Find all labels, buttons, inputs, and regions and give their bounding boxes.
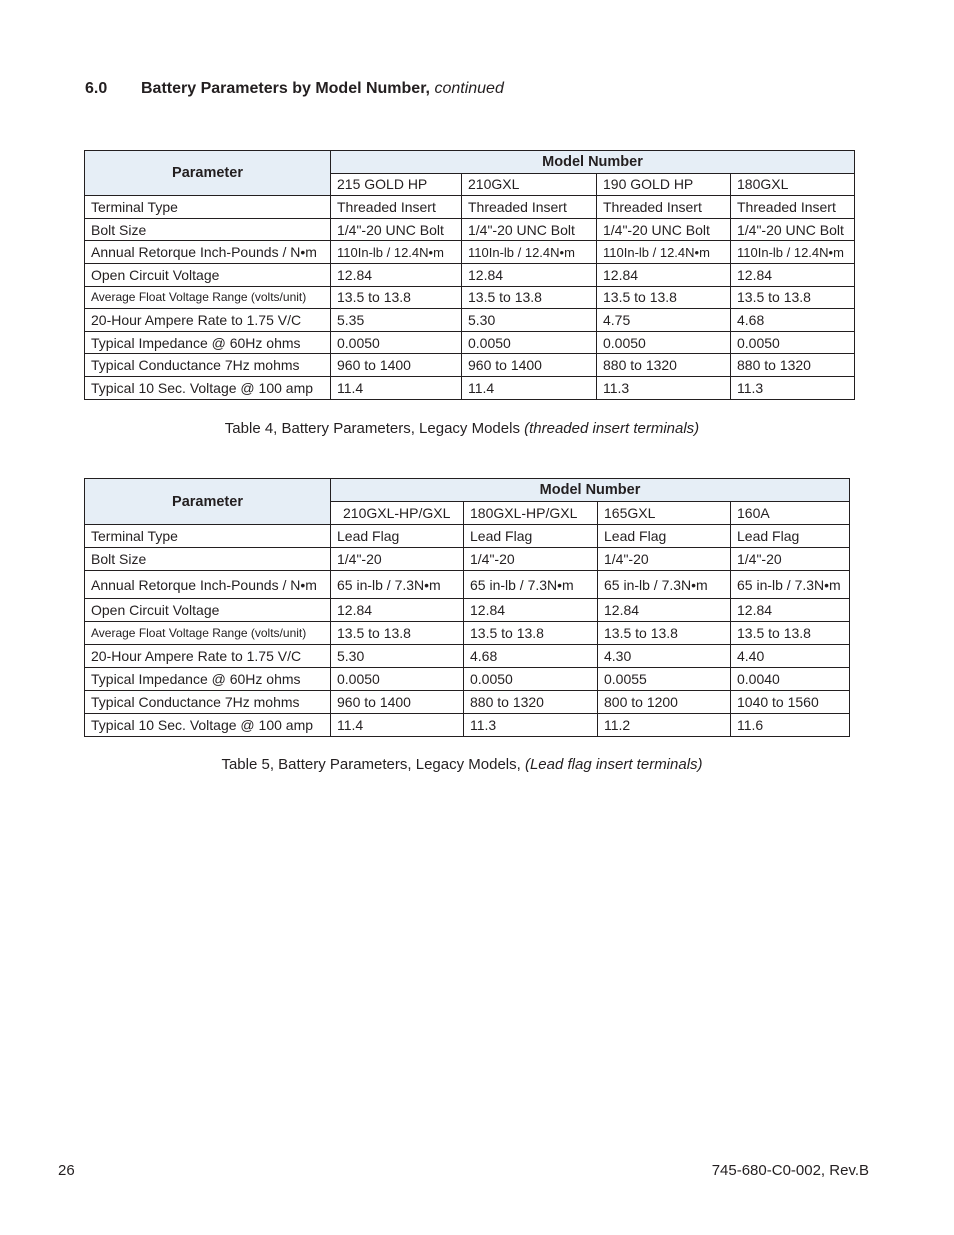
table-cell: 13.5 to 13.8 <box>597 286 731 309</box>
table-row <box>85 599 850 622</box>
table-cell: 4.75 <box>597 309 731 332</box>
row-label: Typical Impedance @ 60Hz ohms <box>85 331 331 354</box>
table-5-lead-flag <box>84 478 850 737</box>
table-cell: 0.0055 <box>598 668 731 691</box>
table-cell: 13.5 to 13.8 <box>598 622 731 645</box>
table-cell: 65 in-lb / 7.3N•m <box>331 571 464 599</box>
table-row <box>85 622 850 645</box>
table-cell: 12.84 <box>597 263 731 286</box>
caption-italic: (Lead flag insert terminals) <box>524 756 703 773</box>
table-cell: Threaded Insert <box>597 196 731 219</box>
table-cell: 0.0050 <box>731 331 855 354</box>
table-5-caption <box>0 756 939 773</box>
table-cell: 1/4"-20 <box>331 548 464 571</box>
table-cell: 65 in-lb / 7.3N•m <box>464 571 598 599</box>
document-id: 745-680-C0-002, Rev.B <box>711 1162 869 1179</box>
table-row <box>85 286 855 309</box>
section-title: Battery Parameters by Model Number, <box>141 80 430 97</box>
table-row <box>85 668 850 691</box>
row-label: Annual Retorque Inch-Pounds / N•m <box>85 241 331 264</box>
model-header: 160A <box>731 502 850 525</box>
table-row <box>85 525 850 548</box>
table-cell: 11.4 <box>331 714 464 737</box>
table-cell: 13.5 to 13.8 <box>331 286 462 309</box>
table-4-caption <box>0 420 939 437</box>
table-row <box>85 714 850 737</box>
table-cell: 1/4"-20 <box>598 548 731 571</box>
table-cell: Threaded Insert <box>731 196 855 219</box>
table-4-threaded-insert <box>84 150 855 400</box>
table-cell: 880 to 1320 <box>464 691 598 714</box>
row-label: Terminal Type <box>85 196 331 219</box>
table-row <box>85 548 850 571</box>
table-cell: 960 to 1400 <box>331 691 464 714</box>
table-cell: 12.84 <box>464 599 598 622</box>
table-cell: 12.84 <box>731 599 850 622</box>
table-cell: 1/4"-20 UNC Bolt <box>731 218 855 241</box>
table-cell: Lead Flag <box>331 525 464 548</box>
table-cell: 1040 to 1560 <box>731 691 850 714</box>
table-cell: Threaded Insert <box>462 196 597 219</box>
row-label: 20-Hour Ampere Rate to 1.75 V/C <box>85 645 331 668</box>
model-header: 215 GOLD HP <box>331 173 462 196</box>
row-label: Typical Impedance @ 60Hz ohms <box>85 668 331 691</box>
caption-text: Table 4, Battery Parameters, Legacy Models <box>224 420 525 437</box>
row-label: Open Circuit Voltage <box>85 599 331 622</box>
table-row <box>85 354 855 377</box>
table-row <box>85 218 855 241</box>
table-cell: 880 to 1320 <box>597 354 731 377</box>
table-cell: 0.0050 <box>331 331 462 354</box>
table-cell: 11.3 <box>464 714 598 737</box>
table-cell: 13.5 to 13.8 <box>731 622 850 645</box>
table-cell: 5.30 <box>462 309 597 332</box>
table-cell: 5.30 <box>331 645 464 668</box>
table-row <box>85 241 855 264</box>
table-cell: 5.35 <box>331 309 462 332</box>
row-label: Typical Conductance 7Hz mohms <box>85 691 331 714</box>
table-cell: 12.84 <box>731 263 855 286</box>
caption-text: Table 5, Battery Parameters, Legacy Models, <box>221 756 525 773</box>
table-cell: Threaded Insert <box>331 196 462 219</box>
table-row <box>85 376 855 399</box>
model-header: 210GXL <box>462 173 597 196</box>
table-cell: 110In-lb / 12.4N•m <box>462 241 597 264</box>
table-cell: 4.30 <box>598 645 731 668</box>
row-label: Open Circuit Voltage <box>85 263 331 286</box>
table-cell: 13.5 to 13.8 <box>731 286 855 309</box>
table-row <box>85 691 850 714</box>
table-row <box>85 309 855 332</box>
row-label: Bolt Size <box>85 548 331 571</box>
table-cell: 65 in-lb / 7.3N•m <box>598 571 731 599</box>
table-row <box>85 196 855 219</box>
table-cell: 12.84 <box>331 599 464 622</box>
table-cell: 13.5 to 13.8 <box>331 622 464 645</box>
row-label: Annual Retorque Inch-Pounds / N•m <box>85 571 331 599</box>
table-cell: 4.68 <box>464 645 598 668</box>
table-cell: 0.0050 <box>597 331 731 354</box>
table-cell: 11.2 <box>598 714 731 737</box>
table-cell: 0.0050 <box>462 331 597 354</box>
table-cell: 4.40 <box>731 645 850 668</box>
row-label: Average Float Voltage Range (volts/unit) <box>85 622 331 645</box>
table-cell: Lead Flag <box>598 525 731 548</box>
caption-italic: (threaded insert terminals) <box>524 420 700 437</box>
section-heading <box>85 80 504 98</box>
table-cell: 960 to 1400 <box>331 354 462 377</box>
table-cell: 11.3 <box>731 376 855 399</box>
row-label: Typical Conductance 7Hz mohms <box>85 354 331 377</box>
table-cell: 11.3 <box>597 376 731 399</box>
table-row <box>85 571 850 599</box>
row-label: Average Float Voltage Range (volts/unit) <box>85 286 331 309</box>
row-label: 20-Hour Ampere Rate to 1.75 V/C <box>85 309 331 332</box>
parameter-header: Parameter <box>85 151 331 196</box>
model-header: 180GXL-HP/GXL <box>464 502 598 525</box>
table-cell: 12.84 <box>598 599 731 622</box>
table-cell: Lead Flag <box>731 525 850 548</box>
table-cell: 12.84 <box>462 263 597 286</box>
model-number-header: Model Number <box>331 479 850 502</box>
table-cell: 65 in-lb / 7.3N•m <box>731 571 850 599</box>
table-cell: 110In-lb / 12.4N•m <box>331 241 462 264</box>
table-cell: 11.6 <box>731 714 850 737</box>
row-label: Typical 10 Sec. Voltage @ 100 amp <box>85 714 331 737</box>
table-row <box>85 645 850 668</box>
row-label: Bolt Size <box>85 218 331 241</box>
row-label: Typical 10 Sec. Voltage @ 100 amp <box>85 376 331 399</box>
table-cell: 12.84 <box>331 263 462 286</box>
section-number: 6.0 <box>85 80 108 97</box>
table-cell: 0.0050 <box>464 668 598 691</box>
section-continued: continued <box>434 80 504 97</box>
table-cell: 0.0040 <box>731 668 850 691</box>
table-cell: 11.4 <box>462 376 597 399</box>
model-header: 210GXL-HP/GXL <box>331 502 464 525</box>
table-cell: 110In-lb / 12.4N•m <box>731 241 855 264</box>
page-number: 26 <box>58 1162 75 1179</box>
table-cell: Lead Flag <box>464 525 598 548</box>
model-header: 190 GOLD HP <box>597 173 731 196</box>
model-header: 180GXL <box>731 173 855 196</box>
table-cell: 13.5 to 13.8 <box>464 622 598 645</box>
table-row <box>85 331 855 354</box>
table-cell: 1/4"-20 UNC Bolt <box>331 218 462 241</box>
table-cell: 11.4 <box>331 376 462 399</box>
table-cell: 13.5 to 13.8 <box>462 286 597 309</box>
table-cell: 1/4"-20 UNC Bolt <box>597 218 731 241</box>
table-cell: 1/4"-20 <box>731 548 850 571</box>
table-cell: 1/4"-20 UNC Bolt <box>462 218 597 241</box>
table-cell: 880 to 1320 <box>731 354 855 377</box>
table-cell: 4.68 <box>731 309 855 332</box>
parameter-header: Parameter <box>85 479 331 525</box>
row-label: Terminal Type <box>85 525 331 548</box>
table-cell: 800 to 1200 <box>598 691 731 714</box>
table-row <box>85 263 855 286</box>
model-header: 165GXL <box>598 502 731 525</box>
table-cell: 0.0050 <box>331 668 464 691</box>
table-cell: 1/4"-20 <box>464 548 598 571</box>
table-cell: 110In-lb / 12.4N•m <box>597 241 731 264</box>
model-number-header: Model Number <box>331 151 855 174</box>
table-cell: 960 to 1400 <box>462 354 597 377</box>
